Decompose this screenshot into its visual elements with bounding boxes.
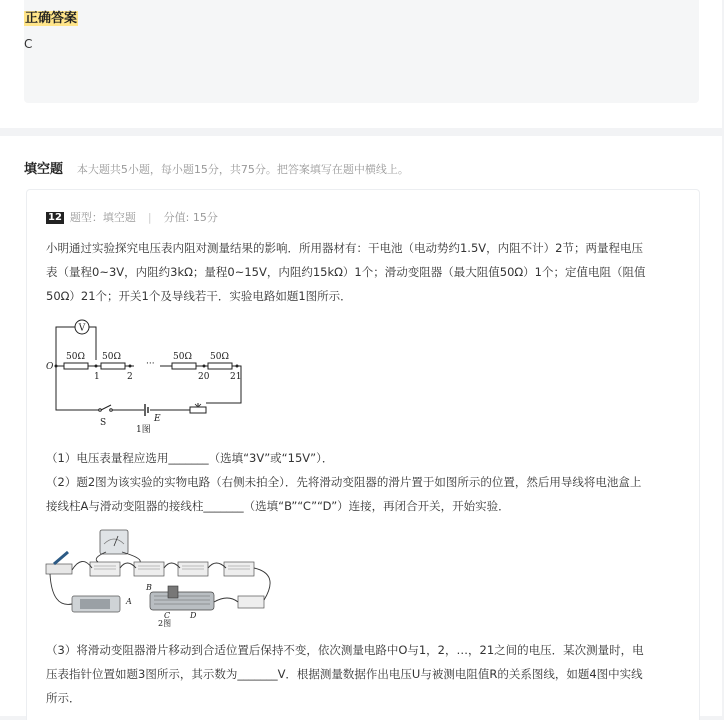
section-title: 填空题 <box>24 162 64 177</box>
part-line: 所示． <box>46 691 81 705</box>
question-part-3 <box>46 638 644 710</box>
node-label: 2 <box>127 372 133 382</box>
resistor <box>238 596 264 608</box>
ellipsis: ··· <box>146 359 155 369</box>
rheostat <box>190 407 206 413</box>
resistor <box>101 363 125 369</box>
question-meta <box>46 209 218 225</box>
question-stem <box>46 236 645 308</box>
question-part-2 <box>46 470 641 518</box>
resistor-label: 50Ω <box>210 352 229 362</box>
answer-title: 正确答案 <box>25 11 78 26</box>
figure-caption: 2图 <box>158 619 172 628</box>
answer-box <box>24 0 699 103</box>
answer-value: C <box>24 37 33 51</box>
battery-label: E <box>154 414 161 424</box>
switch <box>46 564 72 574</box>
voltmeter-label: V <box>78 323 86 334</box>
physical-circuit-figure-2 <box>42 524 282 628</box>
node-label: O <box>46 362 54 372</box>
voltmeter-icon <box>100 530 128 554</box>
figure-caption: 1图 <box>136 425 151 435</box>
resistor-label: 50Ω <box>102 352 121 362</box>
part-line: （2）题2图为该实验的实物电路（右侧未拍全）．先将滑动变阻器的滑片置于如图所示的位置，然后用导线将电池盒上 <box>46 475 642 489</box>
stem-line: 50Ω）21个；开关1个及导线若干．实验电路如题1图所示． <box>46 289 352 303</box>
terminal-label: A <box>126 597 132 606</box>
battery <box>145 404 148 416</box>
resistor <box>172 363 196 369</box>
resistor <box>208 363 232 369</box>
part-line: （3）将滑动变阻器滑片移动到合适位置后保持不变，依次测量电路中O与1，2，…，21之间的电压．某次测量时，电 <box>46 643 644 657</box>
part-line: 压表指针位置如题3图所示，其示数为_______V．根据测量数据作出电压U与被测电阻值R的关系图线，如题4图中实线 <box>46 667 643 681</box>
question-number: 12 <box>48 212 62 223</box>
section-description: 本大题共5小题，每小题15分，共75分。把答案填写在题中横线上。 <box>76 163 409 176</box>
resistor-label: 50Ω <box>66 352 85 362</box>
resistor-label: 50Ω <box>173 352 192 362</box>
circuit-figure-1 <box>44 318 254 436</box>
resistor <box>64 363 88 369</box>
rheostat <box>150 592 214 610</box>
terminal-label: D <box>190 611 197 620</box>
question-type: 题型：填空题 <box>69 211 136 224</box>
node-label: 21 <box>230 372 242 382</box>
part-line: 接线柱A与滑动变阻器的接线柱_______（选填“B”“C”“D”）连接，再闭合开关，开始实验． <box>46 499 510 513</box>
node-label: 1 <box>94 372 100 382</box>
switch <box>110 409 113 412</box>
switch-label: S <box>100 418 107 428</box>
question-part-1: （1）电压表量程应选用_______（选填“3V”或“15V”）． <box>46 451 334 465</box>
node-label: 20 <box>198 372 210 382</box>
section-header <box>24 158 409 177</box>
stem-line: 表（量程0~3V，内阻约3kΩ；量程0~15V，内阻约15kΩ）1个；滑动变阻器（最大阻值50Ω）1个；定值电阻（阻值 <box>46 265 646 279</box>
divider: | <box>147 211 152 224</box>
stem-line: 小明通过实验探究电压表内阻对测量结果的影响．所用器材有：干电池（电动势约1.5V，内阻不计）2节；两量程电压 <box>46 241 643 255</box>
terminal-label: B <box>146 583 152 592</box>
question-score: 分值: 15分 <box>163 211 218 224</box>
terminal-label: C <box>164 611 171 620</box>
